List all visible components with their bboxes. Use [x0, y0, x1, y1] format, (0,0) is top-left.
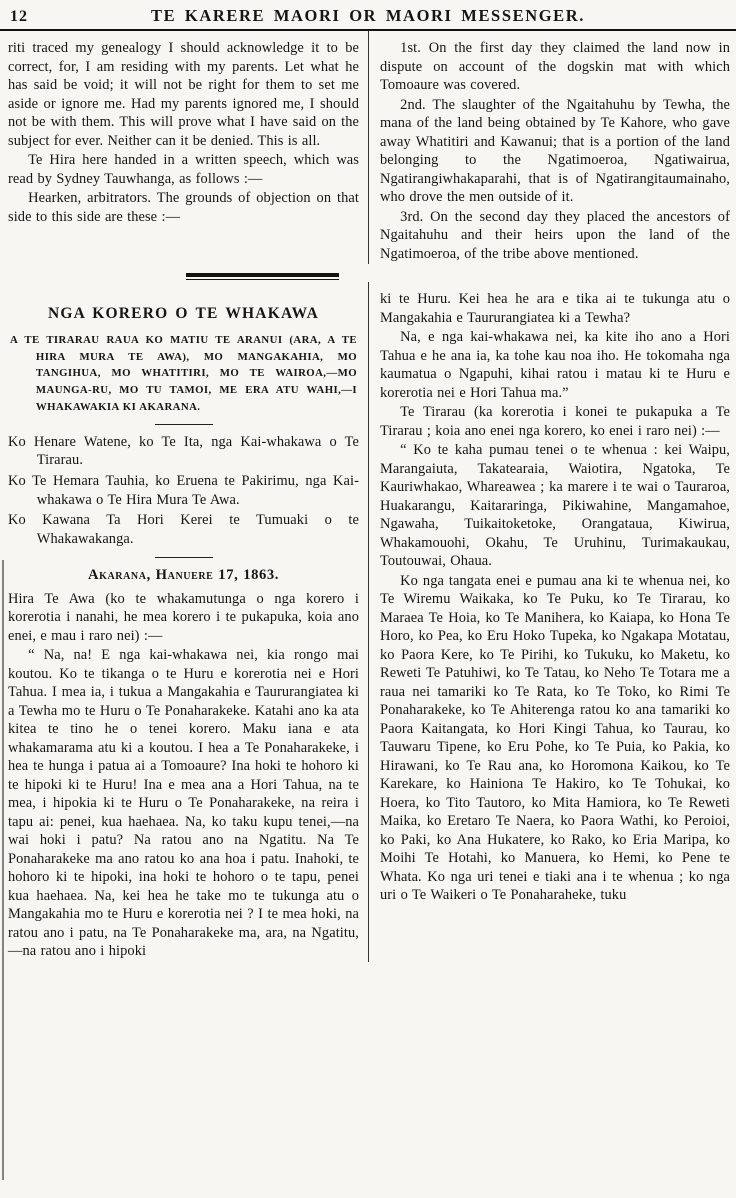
article-subheading: A TE TIRARAU RAUA KO MATIU TE ARANUI (ARA, A TE HIRA MURA TE AWA), MO MANGAKAHIA, MO TANGIHUA, MO WHATITIRI, MO TE WAIROA,—MO MAUNGA-RU, MO TU TAMOI, ME ERA ATU WAHI,—I WHAKAWAKIA KI AKARANA. — [10, 333, 357, 413]
paragraph: ki te Huru. Kei hea he ara e tika ai te tukunga atu o Mangakahia e Taururangiatea ki a Tewha? — [380, 291, 730, 326]
paragraph: Te Tirarau (ka korerotia i konei te pukapuka a Te Tirarau ; koia ano enei nga korero, ko enei i raro nei) :— — [380, 404, 730, 439]
maori-article-columns — [0, 282, 736, 962]
english-article-columns — [0, 31, 736, 264]
short-rule — [155, 424, 213, 425]
judge-line: Ko Henare Watene, ko Te Ita, nga Kai-whakawa o Te Tirarau. — [8, 433, 359, 469]
english-right-column — [368, 31, 736, 264]
dateline: Akarana, Hanuere 17, 1863. — [87, 566, 280, 583]
judge-line: Ko Kawana Ta Hori Kerei te Tumuaki o te Whakawakanga. — [8, 512, 359, 548]
paragraph-numbered-2nd: 2nd. The slaughter of the Ngaitahuhu by Tewha, the mana of the land being obtained by Te Kahore, who gave away Whatitiri and Kawanui; that is a portion of the land belonging to the Ngatimoeroa, Ngatiwairua, Ngatirangiwhakaparahi, that is of Ngatirangitaumainaho, who drove the men outside of it. — [380, 96, 730, 205]
section-divider-rule — [186, 273, 339, 280]
page-header — [0, 0, 736, 31]
paragraph: Hira Te Awa (ko te whakamutunga o nga korero i korerotia i nanahi, he mea korero i te pukapuka, koia ano enei, e mau i raro nei) :— — [8, 590, 359, 644]
judge-line: Ko Te Hemara Tauhia, ko Eruena te Pakirimu, nga Kai-whakawa o Te Hira Mura Te Awa. — [8, 473, 359, 508]
english-left-column — [0, 31, 368, 264]
paragraph: “ Na, na! E nga kai-whakawa nei, kia rongo mai koutou. Ko te tikanga o te Huru e korerotia nei e Hori Tahua. I mea ia, i tukua a Mangakahia e Taururangiatea ki a Tewha mo te Huru o Te Ponaharakeke. Katahi ano ka ata kitea te tino he o tenei korero. Maku iana e ata whakamarama atu ki a koutou. I hea a Te Ponaharakeke, i hea te hunga i patua ai a Tomoaure? Ina hoki te hohoro ki te hipoki ki te Huru! Ina e mea ana a Hori Tahua, na te mea, i hipokia ki te Huru o Te Ponaharakeke, na reira i tapu ai: penei, kua haehaea. Na, ko taku kupu tenei,—na wai hoki i patu? Na ratou ano na Ngatitu. Na Te Ponaharakeke ma ano ratou ko ana hoa i patu. Inahoki, te hohoro ki te hipoki, ina hoki te hohoro o te tapu, penei kua haehaea. Na, kei hea he take mo te tukunga atu o Mangakahia mo te Huru e korerotia nei ? I te mea hoki, na ratou ano i patu, na Te Ponaharakeke ma, ara, na Ngatitu,—na ratou ano i hipoki — [8, 647, 359, 960]
paragraph: Te Hira here handed in a written speech, which was read by Sydney Tauwhanga, as follows :— — [8, 152, 359, 187]
paragraph-numbered-3rd: 3rd. On the second day they placed the ancestors of Ngaitahuhu and their heirs upon the land of the Ngatimoeroa, of the tribe above mentioned. — [380, 208, 730, 262]
paragraph: Ko nga tangata enei e pumau ana ki te whenua nei, ko Te Wiremu Waikaka, ko Te Puku, ko Te Tirarau, ko Maraea Te Hoia, ko Te Manihera, ko Kaiapa, ko Hona Te Horo, ko Pea, ko Eru Hoko Tupeka, ko Ngakapa Motatau, ko Paora Kere, ko Te Pirihi, ko Tukuku, ko Maketu, ko Reweti Te Patuhiwi, ko Te Tatau, ko Neho Te Totara me a raua nei tamariki ko Te Rata, ko Te Toko, ko Rimi Te Ponaharakeke, ko Te Ahiterenga ratou ko ana tamariki ko Paora Kaitangata, ko Hori Kingi Tahua, ko Taurau, ko Tauwaru Tipene, ko Eru Pohe, ko Te Puia, ko Pakia, ko Hirawani, ko Te Rau ana, ko Horomona Kaikou, ko Te Karekare, ko Hainiona Te Hakiro, ko Te Tohukai, ko Hoera, ko Tito Tautoro, ko Mita Hamiora, ko Te Reweti Maika, ko Eretaro Te Naera, ko Paora Wathi, ko Peroioi, ko Paki, ko Ana Hukatere, ko Rako, ko Eria Maripa, ko Moihi Te Hotahi, ko Manuera, ko Hemi, ko Pene te Whata. Ko nga uri tenei e tiaki ana i te whenua ; ko nga uri o Te Waikeri o Te Ponaharaheke, tuku — [380, 572, 730, 903]
article-heading: NGA KORERO O TE WHAKAWA — [47, 305, 319, 322]
scan-edge-artifact — [2, 560, 4, 1180]
paragraph: “ Ko te kaha pumau tenei o te whenua : kei Waipu, Marangaiuta, Takatearaia, Waiotira, Ngatoka, Te Kauriwhakao, Whareawea ; ka marere i te wai o Tauraroa, Huakarangu, Kaitararinga, Pikiwahine, Mangamahoe, Ngawaha, Tuikaitoketoke, Orangataua, Kiwirua, Whakamouohi, Okahu, Te Uruhinu, Turimakaukau, Toutouwai, Ohaua. — [380, 442, 730, 569]
paragraph-numbered-1st: 1st. On the first day they claimed the land now in dispute on account of the dogskin mat with which Tomoaure was covered. — [380, 40, 730, 93]
paragraph: Na, e nga kai-whakawa nei, ka kite iho ano a Hori Tahua e he ana ia, ka tohe kau noa iho. He tokomaha nga kaumatua o Ngapuhi, kihai ratou i matau ki te Huru e korerotia nei e Hori Tahua ma.” — [380, 329, 730, 401]
page-number: 12 — [10, 8, 28, 25]
maori-left-column — [0, 282, 368, 962]
paragraph: riti traced my genealogy I should acknowledge it to be correct, for, I am residing with my parents. Let what he has said be void; it will not be right for them to set me aside or ignore me. Had my parents ignored me, I should not be with them. This will prove what I have said on the subject for ever. Neither can it be denied. This is all. — [8, 40, 359, 149]
maori-right-column — [368, 282, 736, 962]
masthead-title: TE KARERE MAORI OR MAORI MESSENGER. — [150, 6, 586, 25]
short-rule — [155, 557, 213, 558]
paragraph: Hearken, arbitrators. The grounds of objection on that side to this side are these :— — [8, 190, 359, 225]
